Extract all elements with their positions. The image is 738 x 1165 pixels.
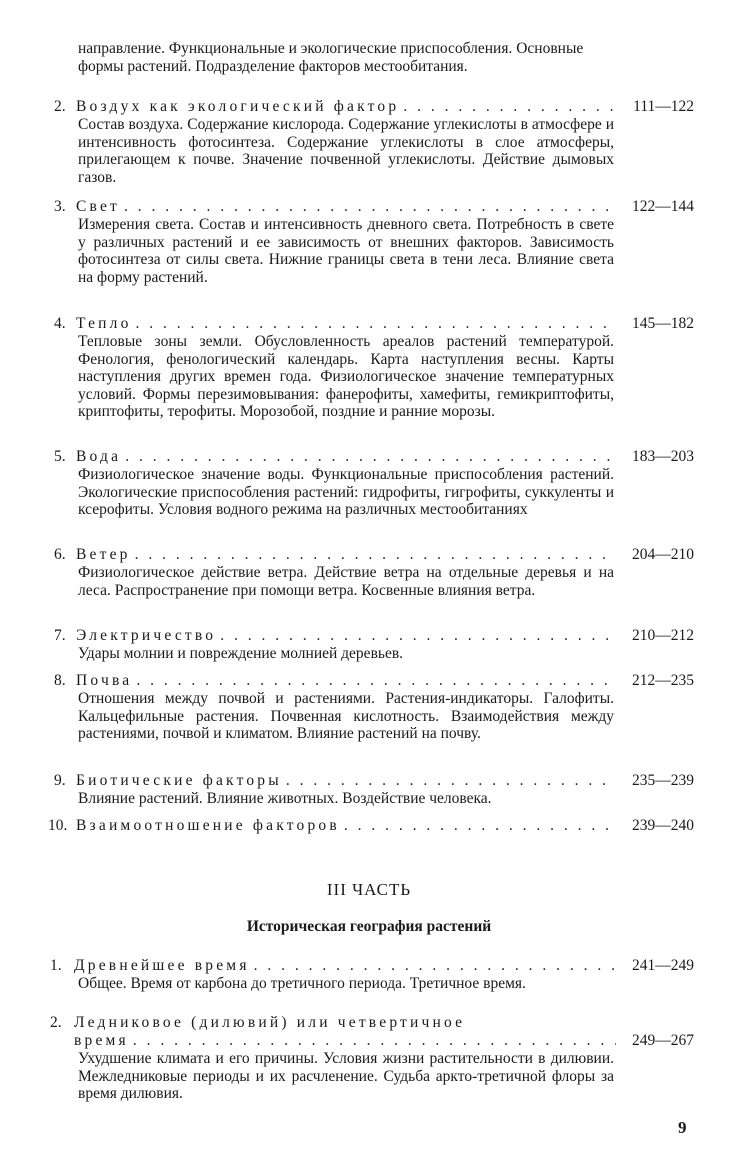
entry-pages: 249—267 xyxy=(632,1032,694,1049)
entry-title: Взаимоотношение факторов xyxy=(76,817,340,834)
entry-description: Ухудшение климата и его причины. Условия жизни растительности в дилювии. Межледниковые периоды и их расчленение. Судьба аркто-третичной флоры за время дилювия. xyxy=(78,1050,614,1102)
part-heading: III ЧАСТЬ xyxy=(326,880,412,899)
entry-description: Удары молнии и повреждение молнией деревьев. xyxy=(78,645,404,662)
entry-title: Тепло xyxy=(76,315,132,332)
entry-title: Древнейшее время xyxy=(74,957,250,974)
leader-dots xyxy=(220,627,616,645)
entry-number: 2. xyxy=(54,98,66,115)
entry-description: Измерения света. Состав и интенсивность дневного света. Потребность в свете у различных растений и ее зависимость от внешних факторов. Зависимость фотосинтеза от силы света. Нижние границы света в тени леса. Влияние света на форму растений. xyxy=(78,216,614,286)
leader-dots xyxy=(286,772,616,790)
entry-description: Тепловые зоны земли. Обусловленность ареалов растений температурой. Фенология, фенологический календарь. Карта наступления весны. Карты наступления других времен года. Физиологическое значение температурных условий. Формы перезимовывания: фанерофиты, хамефиты, гемикриптофиты, криптофиты, терофиты. Морозобой, поздние и ранние морозы. xyxy=(78,333,614,420)
toc-entry-electricity xyxy=(54,627,694,663)
entry-title: Электричество xyxy=(76,627,217,644)
entry-number: 6. xyxy=(54,546,66,563)
entry-pages: 111—122 xyxy=(633,98,694,115)
entry-description: Отношения между почвой и растениями. Растения-индикаторы. Галофиты. Кальцефильные растения. Почвенная кислотность. Взаимодействия между растениями, почвой и климатом. Влияние растений на почву. xyxy=(78,690,614,742)
entry-pages: 183—203 xyxy=(632,448,694,465)
entry-pages: 210—212 xyxy=(632,627,694,644)
leader-dots xyxy=(136,315,616,333)
entry-number: 10. xyxy=(48,817,68,834)
toc-entry-wind xyxy=(54,546,694,599)
entry-pages: 122—144 xyxy=(632,198,694,215)
toc-entry-heat xyxy=(54,315,694,421)
toc-entry-ancient-time xyxy=(50,957,694,993)
toc-entry-biotic xyxy=(54,772,694,808)
leader-dots xyxy=(254,957,616,975)
entry-pages: 212—235 xyxy=(632,672,694,689)
entry-title: Воздух как экологический фактор xyxy=(76,98,400,115)
entry-number: 8. xyxy=(54,672,66,689)
entry-title: Вода xyxy=(76,448,122,465)
entry-title: Почва xyxy=(76,672,133,689)
toc-entry-interaction xyxy=(48,817,694,835)
toc-entry-light xyxy=(54,198,694,286)
entry-title-continued: время xyxy=(74,1032,129,1049)
entry-number: 4. xyxy=(54,315,66,332)
entry-pages: 145—182 xyxy=(632,315,694,332)
entry-number: 1. xyxy=(50,957,62,974)
part-subheading: Историческая география растений xyxy=(246,918,492,935)
entry-pages: 204—210 xyxy=(632,546,694,563)
leader-dots xyxy=(135,546,616,564)
entry-description: Физиологическое действие ветра. Действие ветра на отдельные деревья и на леса. Распространение при помощи ветра. Косвенные влияния ветра. xyxy=(78,564,614,599)
entry-description: Физиологическое значение воды. Функциональные приспособления растений. Экологические приспособления растений: гидрофиты, гигрофиты, суккуленты и ксерофиты. Условия водного режима на различных местообитаниях xyxy=(78,466,614,518)
toc-entry-water xyxy=(54,448,694,519)
entry-number: 3. xyxy=(54,198,66,215)
entry-number: 7. xyxy=(54,627,66,644)
toc-entry-air xyxy=(54,98,694,186)
entry-number: 5. xyxy=(54,448,66,465)
leader-dots xyxy=(136,672,616,690)
leader-dots xyxy=(125,448,616,466)
entry-number: 2. xyxy=(50,1014,62,1031)
leader-dots xyxy=(133,1032,616,1050)
entry-title: Ледниковое (дилювий) или четвертичное xyxy=(74,1014,466,1031)
entry-title: Свет xyxy=(76,198,121,215)
toc-entry-glacial-time xyxy=(50,1014,694,1103)
entry-description: Общее. Время от карбона до третичного периода. Третичное время. xyxy=(78,975,526,992)
toc-entry-soil xyxy=(54,672,694,743)
entry-pages: 241—249 xyxy=(632,957,694,974)
entry-title: Биотические факторы xyxy=(76,772,282,789)
entry-description: Состав воздуха. Содержание кислорода. Содержание углекислоты в атмосфере и интенсивность фотосинтеза. Содержание углекислоты в слое атмосферы, прилегающем к почве. Значение почвенной углекислоты. Действие дымовых газов. xyxy=(78,116,614,186)
leader-dots xyxy=(403,98,616,116)
entry-pages: 239—240 xyxy=(632,817,694,834)
leader-dots xyxy=(344,817,616,835)
entry-title: Ветер xyxy=(76,546,131,563)
leader-dots xyxy=(124,198,616,216)
entry-number: 9. xyxy=(54,772,66,789)
intro-paragraph: направление. Функциональные и экологические приспособления. Основные формы растений. Подразделение факторов местообитания. xyxy=(78,40,584,75)
entry-description: Влияние растений. Влияние животных. Воздействие человека. xyxy=(78,790,492,807)
page-number: 9 xyxy=(678,1118,687,1137)
entry-pages: 235—239 xyxy=(632,772,694,789)
